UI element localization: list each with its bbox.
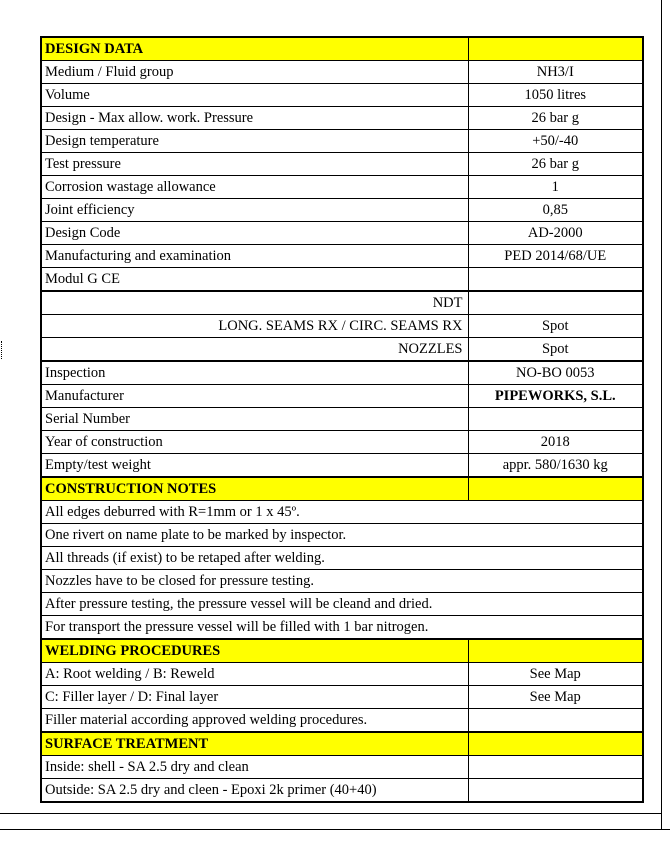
row-label: Manufacturer [41, 385, 468, 408]
note-text: After pressure testing, the pressure vessel will be cleand and dried. [41, 593, 643, 616]
margin-mark [1, 341, 4, 359]
table-row [41, 222, 643, 245]
row-label: Corrosion wastage allowance [41, 176, 468, 199]
row-value: 26 bar g [468, 107, 643, 130]
note-text: One rivert on name plate to be marked by inspector. [41, 524, 643, 547]
list-item [41, 524, 643, 547]
note-text: For transport the pressure vessel will be filled with 1 bar nitrogen. [41, 616, 643, 640]
row-value [468, 756, 643, 779]
page-border-lower [0, 829, 670, 830]
surface-treatment-header: SURFACE TREATMENT [41, 732, 468, 756]
list-item [41, 616, 643, 640]
row-label: Design Code [41, 222, 468, 245]
row-label: Joint efficiency [41, 199, 468, 222]
row-label: Serial Number [41, 408, 468, 431]
table-row [41, 153, 643, 176]
table-row [41, 663, 643, 686]
table-row [41, 709, 643, 733]
note-text: Nozzles have to be closed for pressure testing. [41, 570, 643, 593]
construction-notes-header: CONSTRUCTION NOTES [41, 477, 468, 501]
table-row [41, 431, 643, 454]
row-label: Test pressure [41, 153, 468, 176]
table-row [41, 686, 643, 709]
ndt-seams-label: LONG. SEAMS RX / CIRC. SEAMS RX [41, 315, 468, 338]
list-item [41, 570, 643, 593]
list-item [41, 547, 643, 570]
list-item [41, 501, 643, 524]
row-label: Empty/test weight [41, 454, 468, 478]
table-row [41, 84, 643, 107]
row-label: Volume [41, 84, 468, 107]
ndt-nozzles-value: Spot [468, 338, 643, 362]
row-label: A: Root welding / B: Reweld [41, 663, 468, 686]
table-row [41, 107, 643, 130]
design-data-table [40, 36, 644, 803]
table-row [41, 779, 643, 803]
row-value [468, 268, 643, 292]
list-item [41, 593, 643, 616]
table-row [41, 315, 643, 338]
row-value: 2018 [468, 431, 643, 454]
design-data-header-blank [468, 37, 643, 61]
ndt-value-blank [468, 291, 643, 315]
table-row [41, 408, 643, 431]
row-value: 0,85 [468, 199, 643, 222]
row-value: PED 2014/68/UE [468, 245, 643, 268]
table-row [41, 130, 643, 153]
row-value: 1 [468, 176, 643, 199]
ndt-nozzles-label: NOZZLES [41, 338, 468, 362]
table-row [41, 268, 643, 292]
welding-procedures-header: WELDING PROCEDURES [41, 639, 468, 663]
table-row [41, 338, 643, 362]
row-value [468, 408, 643, 431]
row-value: appr. 580/1630 kg [468, 454, 643, 478]
table-row [41, 61, 643, 84]
note-text: All edges deburred with R=1mm or 1 x 45º. [41, 501, 643, 524]
manufacturer-value: PIPEWORKS, S.L. [468, 385, 643, 408]
row-value: See Map [468, 686, 643, 709]
row-label: Medium / Fluid group [41, 61, 468, 84]
row-value: 26 bar g [468, 153, 643, 176]
table-row [41, 385, 643, 408]
ndt-label: NDT [41, 291, 468, 315]
table-row [41, 176, 643, 199]
ndt-seams-value: Spot [468, 315, 643, 338]
design-data-header: DESIGN DATA [41, 37, 468, 61]
page-border-right [661, 0, 662, 830]
row-label: Manufacturing and examination [41, 245, 468, 268]
row-value: NH3/I [468, 61, 643, 84]
row-label: C: Filler layer / D: Final layer [41, 686, 468, 709]
surface-treatment-header-blank [468, 732, 643, 756]
row-value: +50/-40 [468, 130, 643, 153]
page-border-bottom [0, 813, 662, 814]
row-label: Outside: SA 2.5 dry and cleen - Epoxi 2k primer (40+40) [41, 779, 468, 803]
table-row [41, 199, 643, 222]
row-label: Design - Max allow. work. Pressure [41, 107, 468, 130]
row-value: AD-2000 [468, 222, 643, 245]
table-row [41, 454, 643, 478]
welding-procedures-header-blank [468, 639, 643, 663]
row-label: Modul G CE [41, 268, 468, 292]
table-row [41, 361, 643, 385]
row-label: Year of construction [41, 431, 468, 454]
row-value: See Map [468, 663, 643, 686]
note-text: All threads (if exist) to be retaped after welding. [41, 547, 643, 570]
ndt-row [41, 291, 643, 315]
row-label: Inside: shell - SA 2.5 dry and clean [41, 756, 468, 779]
row-value [468, 779, 643, 803]
table-row [41, 245, 643, 268]
row-label: Inspection [41, 361, 468, 385]
row-label: Design temperature [41, 130, 468, 153]
table-row [41, 756, 643, 779]
row-value [468, 709, 643, 733]
row-label: Filler material according approved welding procedures. [41, 709, 468, 733]
row-value: NO-BO 0053 [468, 361, 643, 385]
construction-notes-header-blank [468, 477, 643, 501]
row-value: 1050 litres [468, 84, 643, 107]
